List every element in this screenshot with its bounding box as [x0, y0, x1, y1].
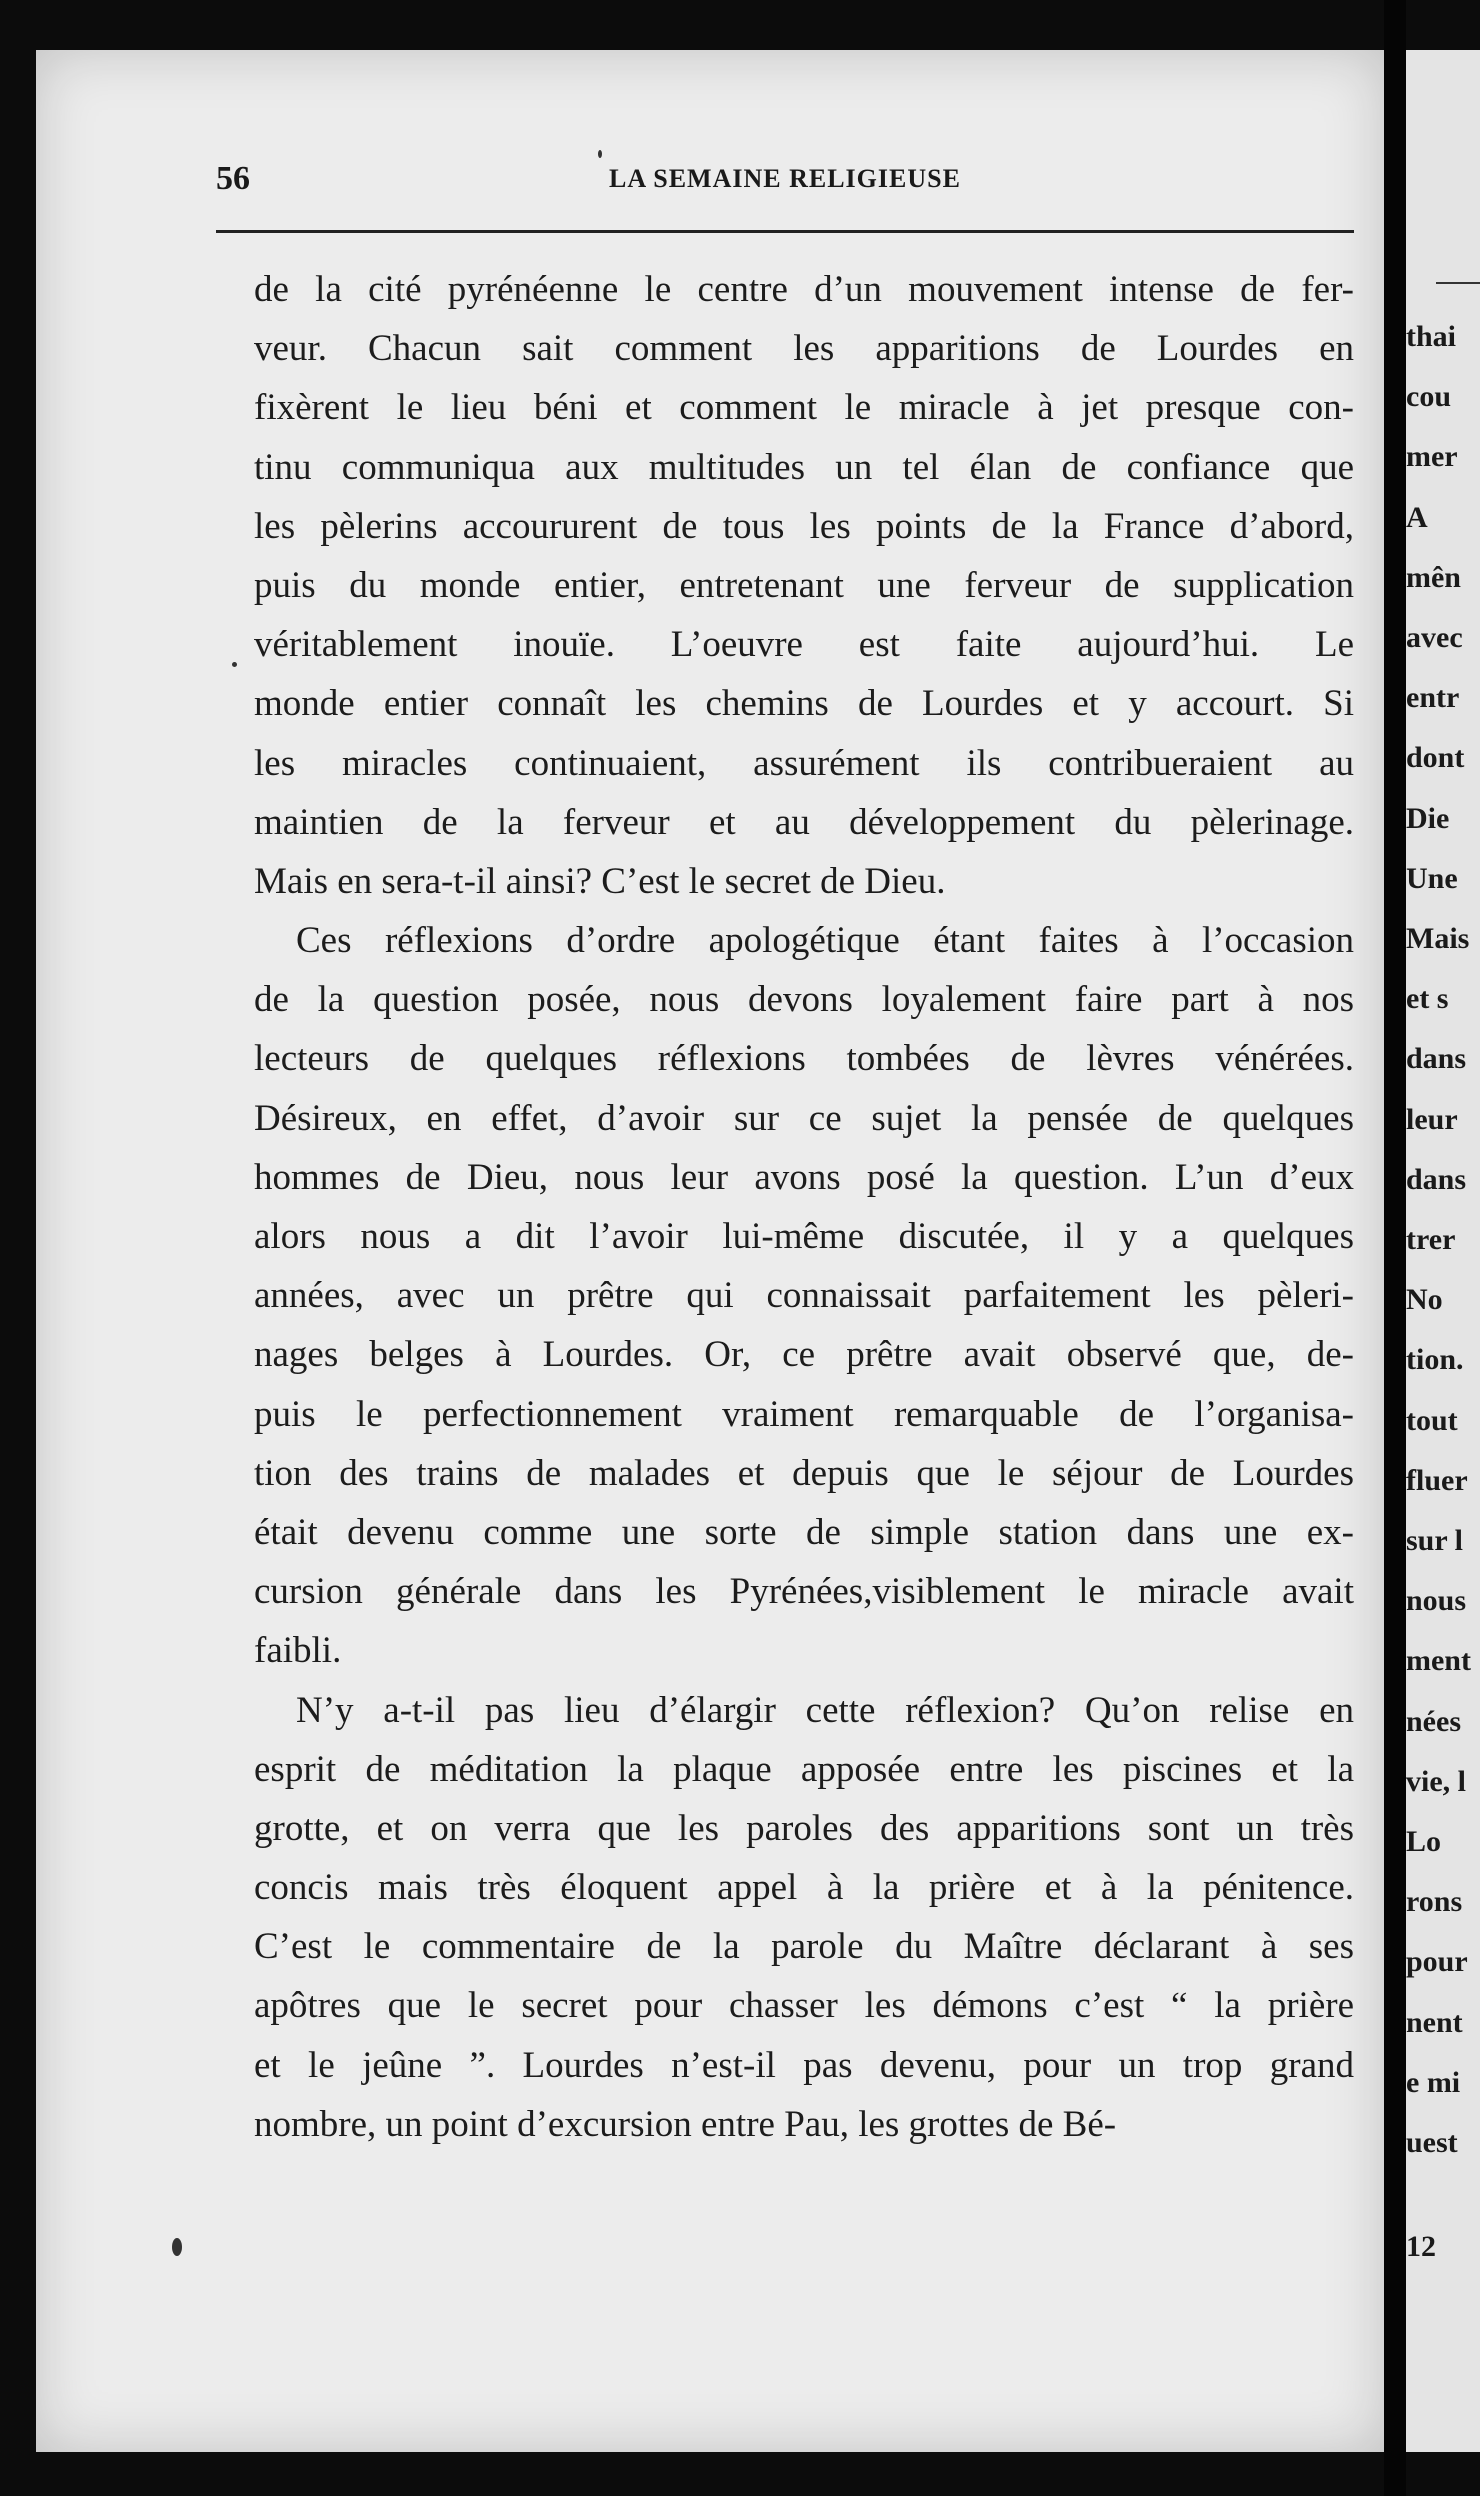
next-page-fragment: dans: [1406, 1162, 1467, 1196]
next-page-fragment: e mi: [1406, 2065, 1461, 2099]
text-line: monde entier connaît les chemins de Lourdes et y accourt. Si: [254, 683, 1354, 725]
text-line: faibli.: [254, 1630, 342, 1672]
next-page-fragment: Une: [1406, 861, 1458, 895]
text-line: nages belges à Lourdes. Or, ce prêtre avait observé que, de-: [254, 1334, 1354, 1376]
next-page-fragment: leur: [1406, 1102, 1458, 1136]
page-number: 56: [216, 160, 250, 197]
text-line: nombre, un point d’excursion entre Pau, les grottes de Bé-: [254, 2103, 1117, 2145]
next-page-fragment: trer: [1406, 1223, 1456, 1256]
next-page-fragment: uest: [1406, 2126, 1458, 2159]
text-line: Ces réflexions d’ordre apologétique étant faites à l’occasion: [296, 920, 1354, 962]
text-line: apôtres que le secret pour chasser les démons c’est “ la prière: [254, 1985, 1354, 2027]
next-page-fragment: nées: [1406, 1704, 1461, 1738]
scan-speck: [172, 2238, 182, 2256]
next-page-header-rule: [1436, 282, 1480, 284]
next-page-fragment: tion.: [1406, 1343, 1464, 1377]
text-line: puis le perfectionnement vraiment remarquable de l’organisa-: [254, 1393, 1354, 1435]
next-page-fragment: dont: [1406, 741, 1465, 775]
next-page-fragment: vie, l: [1406, 1764, 1466, 1798]
text-line: lecteurs de quelques réflexions tombées de lèvres vénérées.: [254, 1038, 1354, 1080]
text-line: C’est le commentaire de la parole du Maître déclarant à ses: [254, 1926, 1354, 1968]
text-line: Désireux, en effet, d’avoir sur ce sujet la pensée de quelques: [254, 1097, 1354, 1139]
next-page-fragment: thai: [1406, 320, 1457, 353]
header-rule: [216, 230, 1354, 233]
next-page-fragment: pour: [1406, 1945, 1468, 1979]
next-page-fragment: Die: [1406, 801, 1450, 835]
next-page-fragment: tout: [1406, 1403, 1458, 1437]
text-line: et le jeûne ”. Lourdes n’est-il pas devenu, pour un trop grand: [254, 2044, 1354, 2086]
text-line: fixèrent le lieu béni et comment le miracle à jet presque con-: [254, 387, 1354, 429]
scan-speck: [598, 150, 602, 158]
text-line: puis du monde entier, entretenant une ferveur de supplication: [254, 564, 1354, 606]
next-page-fragment: sur l: [1406, 1524, 1463, 1557]
next-page-fragment: avec: [1406, 621, 1463, 654]
next-page-fragment: cou: [1406, 380, 1451, 414]
next-page-fragment: fluer: [1406, 1463, 1468, 1497]
next-page-edge: [1406, 50, 1480, 2452]
text-line: alors nous a dit l’avoir lui-même discutée, il y a quelques: [254, 1216, 1354, 1257]
text-line: veur. Chacun sait comment les apparitions de Lourdes en: [254, 328, 1354, 370]
text-line: maintien de la ferveur et au développement du pèlerinage.: [254, 801, 1354, 843]
text-line: les pèlerins accoururent de tous les points de la France d’abord,: [254, 505, 1354, 547]
next-page-fragment: Mais: [1406, 922, 1470, 955]
next-page-fragment: nous: [1406, 1584, 1467, 1618]
text-line: années, avec un prêtre qui connaissait parfaitement les pèleri-: [254, 1275, 1354, 1317]
next-page-fragment: entr: [1406, 681, 1460, 715]
text-line: concis mais très éloquent appel à la prière et à la pénitence.: [254, 1867, 1354, 1909]
text-line: Mais en sera-t-il ainsi? C’est le secret de Dieu.: [254, 860, 946, 902]
text-line: était devenu comme une sorte de simple station dans une ex-: [254, 1511, 1354, 1553]
text-line: grotte, et on verra que les paroles des apparitions sont un très: [254, 1807, 1354, 1849]
text-line: de la cité pyrénéenne le centre d’un mouvement intense de fer-: [254, 269, 1354, 310]
text-line: tion des trains de malades et depuis que le séjour de Lourdes: [254, 1452, 1354, 1494]
text-line: véritablement inouïe. L’oeuvre est faite aujourd’hui. Le: [254, 624, 1354, 666]
text-line: de la question posée, nous devons loyalement faire part à nos: [254, 979, 1354, 1021]
next-page-fragment: 12: [1406, 2230, 1436, 2264]
scan-speck: [232, 662, 237, 667]
running-title: LA SEMAINE RELIGIEUSE: [609, 164, 961, 193]
next-page-fragment: rons: [1406, 1885, 1463, 1919]
next-page-fragment: nent: [1406, 2005, 1463, 2039]
next-page-fragment: No: [1406, 1283, 1443, 1317]
text-line: les miracles continuaient, assurément ils contribueraient au: [254, 742, 1354, 784]
text-line: tinu communiqua aux multitudes un tel élan de confiance que: [254, 446, 1354, 488]
text-line: hommes de Dieu, nous leur avons posé la question. L’un d’eux: [254, 1156, 1354, 1198]
next-page-fragment: mer: [1406, 440, 1458, 474]
next-page-fragment: et s: [1406, 982, 1449, 1016]
body-text: [254, 260, 1354, 2154]
text-line: cursion générale dans les Pyrénées,visiblement le miracle avait: [254, 1571, 1354, 1613]
page-header: [216, 160, 1354, 208]
next-page-fragment: A: [1406, 500, 1428, 534]
text-line: N’y a-t-il pas lieu d’élargir cette réflexion? Qu’on relise en: [296, 1689, 1354, 1731]
text-line: esprit de méditation la plaque apposée entre les piscines et la: [254, 1748, 1354, 1790]
next-page-fragment: Lo: [1406, 1825, 1442, 1858]
page-gutter-shadow: [1384, 0, 1406, 2496]
next-page-fragment: dans: [1406, 1042, 1467, 1076]
next-page-fragment: ment: [1406, 1644, 1471, 1678]
next-page-fragment: mên: [1406, 560, 1461, 594]
